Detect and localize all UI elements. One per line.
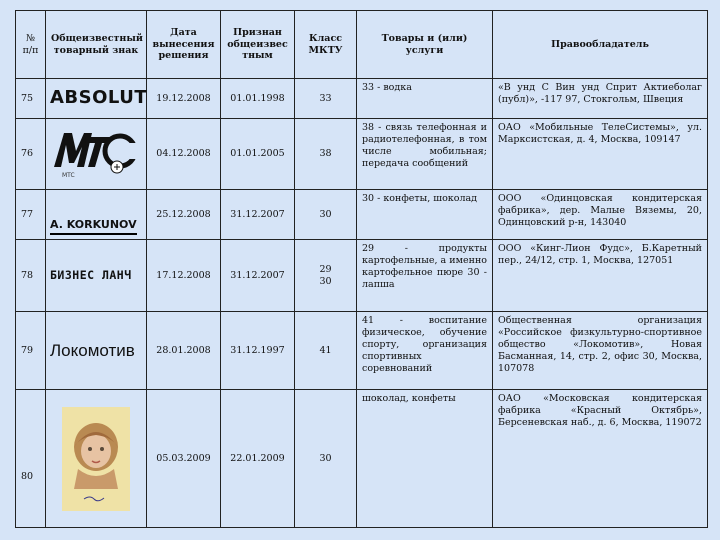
mts-logo-icon	[50, 123, 138, 181]
row-num: 77	[16, 190, 46, 240]
decision-date: 28.01.2008	[147, 312, 221, 390]
mark-lokomotiv	[46, 312, 147, 390]
decision-date: 04.12.2008	[147, 119, 221, 190]
recognized-date: 31.12.2007	[221, 190, 295, 240]
class-code: 33	[295, 79, 357, 119]
header-owner: Правообладатель	[493, 11, 708, 79]
table-row	[16, 190, 708, 240]
class-code: 30	[295, 190, 357, 240]
recognized-date: 01.01.2005	[221, 119, 295, 190]
class-code: 29 30	[295, 240, 357, 312]
biznes-lanch-logo: БИЗНЕС ЛАНЧ	[50, 268, 132, 283]
decision-date: 19.12.2008	[147, 79, 221, 119]
goods-text: 33 - водка	[357, 79, 493, 119]
mark-absolut	[46, 79, 147, 119]
goods-text: шоколад, конфеты	[357, 390, 493, 528]
mark-korkunov	[46, 190, 147, 240]
absolut-logo: ABSOLUT	[50, 87, 148, 109]
recognized-date: 22.01.2009	[221, 390, 295, 528]
goods-text: 41 - воспитание физическое, обучение спорту, организация спортивных соревнований	[357, 312, 493, 390]
goods-text: 38 - связь телефонная и радиотелефонная, в том числе мобильная; передача сообщений	[357, 119, 493, 190]
decision-date: 05.03.2009	[147, 390, 221, 528]
korkunov-logo: A. KORKUNOV	[50, 218, 137, 235]
alenka-portrait-icon	[62, 407, 130, 511]
table-row	[16, 390, 708, 528]
class-code: 38	[295, 119, 357, 190]
recognized-date: 31.12.2007	[221, 240, 295, 312]
mts-logo-label: MTC	[62, 172, 75, 180]
row-num: 79	[16, 312, 46, 390]
header-mark: Общеизвестный товарный знак	[46, 11, 147, 79]
row-num: 75	[16, 79, 46, 119]
header-class: Класс МКТУ	[295, 11, 357, 79]
mark-mts	[46, 119, 147, 190]
owner-text: «В унд С Вин унд Сприт Актиеболаг (публ)», -117 97, Стокгольм, Швеция	[493, 79, 708, 119]
header-num: № п/п	[16, 11, 46, 79]
table-row	[16, 119, 708, 190]
header-recognized: Признан общеизвес тным	[221, 11, 295, 79]
mark-alenka	[46, 390, 147, 528]
header-decision-date: Дата вынесения решения	[147, 11, 221, 79]
owner-text: ОАО «Мобильные ТелеСистемы», ул. Марксистская, д. 4, Москва, 109147	[493, 119, 708, 190]
decision-date: 25.12.2008	[147, 190, 221, 240]
table-row	[16, 79, 708, 119]
owner-text: ОАО «Московская кондитерская фабрика «Красный Октябрь», Берсеневская наб., д. 6, Москва, 119072	[493, 390, 708, 528]
goods-text: 29 - продукты картофельные, а именно картофельное пюре 30 - лапша	[357, 240, 493, 312]
trademark-table	[15, 10, 708, 528]
header-row	[16, 11, 708, 79]
decision-date: 17.12.2008	[147, 240, 221, 312]
class-code: 30	[295, 390, 357, 528]
mark-biznes-lanch	[46, 240, 147, 312]
owner-text: ООО «Кинг-Лион Фудс», Б.Каретный пер., 24/12, стр. 1, Москва, 127051	[493, 240, 708, 312]
row-num: 76	[16, 119, 46, 190]
recognized-date: 01.01.1998	[221, 79, 295, 119]
table-row	[16, 240, 708, 312]
recognized-date: 31.12.1997	[221, 312, 295, 390]
table-row	[16, 312, 708, 390]
owner-text: ООО «Одинцовская кондитерская фабрика», дер. Малые Вяземы, 20, Одинцовский р-н, 143040	[493, 190, 708, 240]
class-code: 41	[295, 312, 357, 390]
row-num: 80	[16, 390, 46, 528]
lokomotiv-logo: Локомотив	[50, 340, 135, 360]
goods-text: 30 - конфеты, шоколад	[357, 190, 493, 240]
row-num: 78	[16, 240, 46, 312]
owner-text: Общественная организация «Российское физкультурно-спортивное общество «Локомотив», Новая Басманная, 14, стр. 2, офис 30, Москва, 107078	[493, 312, 708, 390]
header-goods: Товары и (или) услуги	[357, 11, 493, 79]
